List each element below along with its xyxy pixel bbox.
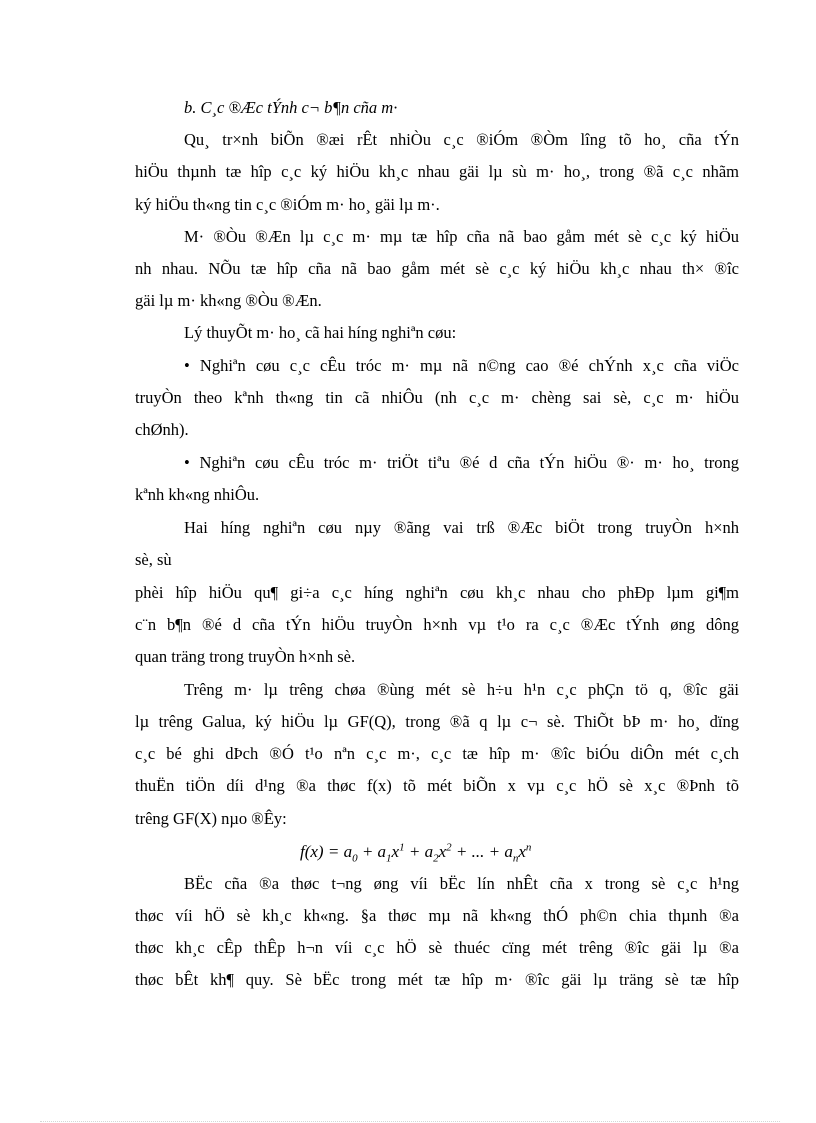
text-line: Trêng m· lµ trêng chøa ®ùng mét sè h÷u h¹n c¸c phÇn tö q, ®îc gäi xyxy=(184,680,739,699)
text-line: gäi lµ m· kh«ng ®Òu ®Æn. xyxy=(135,291,322,310)
formula-part: x xyxy=(391,842,400,861)
formula-part: f(x) = a xyxy=(300,842,353,861)
formula-sup: 2 xyxy=(446,841,452,854)
text-line: Qu¸ tr×nh biÕn ®æi rÊt nhiÒu c¸c ®iÓm ®Òm lîng tõ ho¸ cña tÝn xyxy=(184,130,739,149)
formula-part: + ... + a xyxy=(451,842,513,861)
text-line: M· ®Òu ®Æn lµ c¸c m· mµ tæ hîp cña nã bao gåm mét sè c¸c ký hiÖu xyxy=(184,227,739,246)
polynomial-formula xyxy=(300,841,600,865)
text-line: thøc bÊt kh¶ quy. Sè bËc trong mét tæ hîp m· ®îc gäi lµ träng sè tæ hîp xyxy=(135,970,739,989)
text-line: Lý thuyÕt m· ho¸ cã hai híng nghiªn cøu: xyxy=(184,323,457,342)
text-line: thøc kh¸c cÊp thÊp h¬n víi c¸c hÖ sè thuéc cïng mét trêng ®îc gäi lµ ®a xyxy=(135,938,739,957)
text-line: c¸c bé ghi dÞch ®Ó t¹o nªn c¸c m·, c¸c tæ hîp m· ®îc biÓu diÔn mét c¸ch xyxy=(135,744,739,763)
text-line: BËc cña ®a thøc t¬ng øng víi bËc lín nhÊt cña x trong sè c¸c h¹ng xyxy=(184,874,739,893)
formula-part: x xyxy=(518,842,526,861)
text-line: lµ trêng Galua, ký hiÖu lµ GF(Q), trong ®ã q lµ c¬ sè. ThiÕt bÞ m· ho¸ dïng xyxy=(135,712,739,731)
section-heading: b. C¸c ®Æc tÝnh c¬ b¶n cña m· xyxy=(184,98,398,117)
page-bottom-rule xyxy=(40,1121,780,1122)
text-line: nh nhau. NÕu tæ hîp cña nã bao gåm mét sè c¸c ký hiÖu kh¸c nhau th× ®îc xyxy=(135,259,739,278)
text-line: sè, sù xyxy=(135,550,172,569)
text-line: thuËn tiÖn díi d¹ng ®a thøc f(x) tõ mét biÕn x vµ c¸c hÖ sè x¸c ®Þnh tõ xyxy=(135,776,739,795)
text-line: ký hiÖu th«ng tin c¸c ®iÓm m· ho¸ gäi lµ m·. xyxy=(135,195,440,214)
formula-sup: n xyxy=(525,841,532,854)
text-line: hiÖu thµnh tæ hîp c¸c ký hiÖu kh¸c nhau gäi lµ sù m· ho¸, trong ®ã c¸c nhãm xyxy=(135,162,739,181)
formula-sub: 0 xyxy=(352,852,358,865)
text-line: Hai híng nghiªn cøu nµy ®ãng vai trß ®Æc biÖt trong truyÒn h×nh xyxy=(184,518,739,537)
text-line: truyÒn theo kªnh th«ng tin cã nhiÔu (nh c¸c m· chèng sai sè, c¸c m· hiÖu xyxy=(135,388,739,407)
text-line: chØnh). xyxy=(135,420,189,439)
bullet-line: • Nghiªn cøu cÊu tróc m· triÖt tiªu ®é d cña tÝn hiÖu ®· m· ho¸ trong xyxy=(184,453,739,472)
formula-part: + a xyxy=(404,842,434,861)
text-line: phèi hîp hiÖu qu¶ gi÷a c¸c híng nghiªn cøu kh¸c nhau cho phÐp lµm gi¶m xyxy=(135,583,739,602)
text-line: kªnh kh«ng nhiÔu. xyxy=(135,485,260,504)
formula-part: + a xyxy=(357,842,387,861)
formula-part: x xyxy=(438,842,447,861)
text-line: c¨n b¶n ®é d cña tÝn hiÖu truyÒn h×nh vµ t¹o ra c¸c ®Æc tÝnh øng dông xyxy=(135,615,739,634)
text-line: quan träng trong truyÒn h×nh sè. xyxy=(135,647,356,666)
formula-sub: 2 xyxy=(433,852,439,865)
formula-sup: 1 xyxy=(399,841,405,854)
formula-sub: n xyxy=(512,852,519,865)
text-line: thøc víi hÖ sè kh¸c kh«ng. §a thøc mµ nã kh«ng thÓ ph©n chia thµnh ®a xyxy=(135,906,739,925)
formula-sub: 1 xyxy=(386,852,392,865)
text-line: trêng GF(X) nµo ®Êy: xyxy=(135,809,287,828)
bullet-line: • Nghiªn cøu c¸c cÊu tróc m· mµ nã n©ng cao ®é chÝnh x¸c cña viÖc xyxy=(184,356,739,375)
